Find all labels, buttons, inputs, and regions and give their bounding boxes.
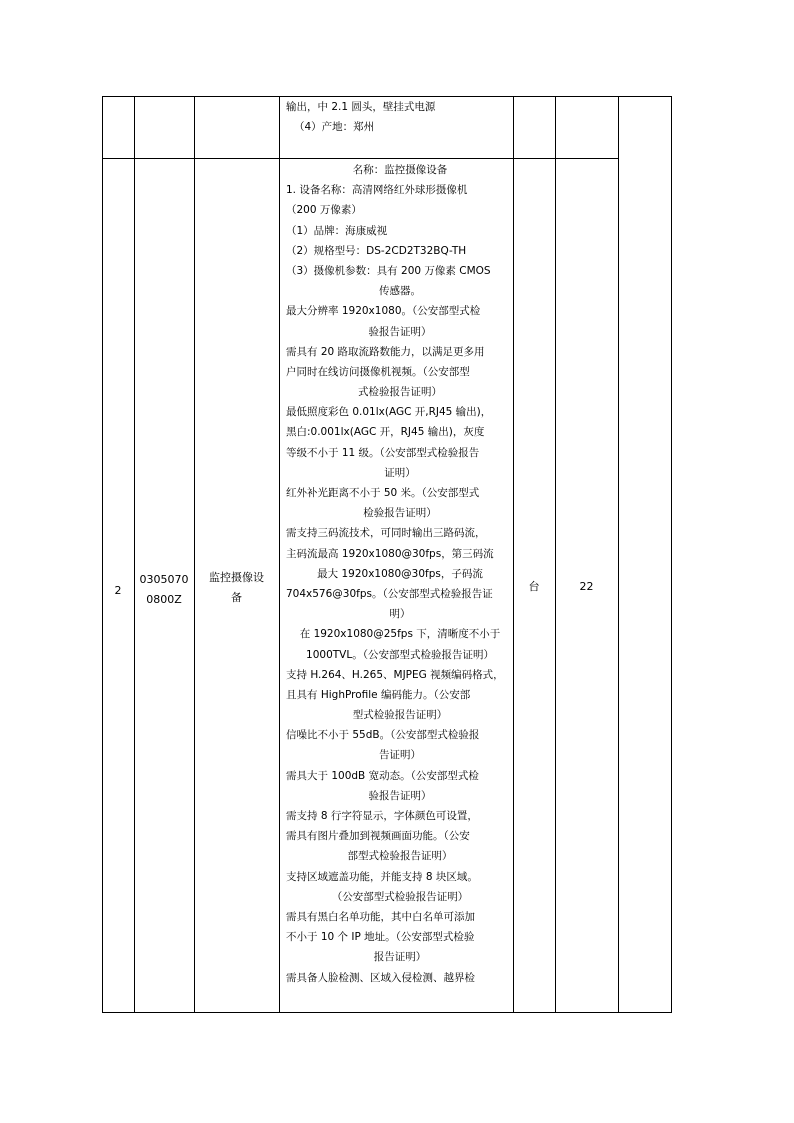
spec-line: 输出，中 2.1 圆头，壁挂式电源 bbox=[286, 101, 436, 113]
spec-line: 最大 1920x1080@30fps，子码流 bbox=[317, 567, 483, 580]
spec-line: （4）产地：郑州 bbox=[294, 121, 375, 134]
item-name bbox=[194, 568, 279, 608]
row-index: 2 bbox=[114, 584, 122, 597]
spec-line: 告证明） bbox=[379, 749, 421, 762]
spec-line: 需支持 8 行字符显示，字体颜色可设置， bbox=[286, 810, 478, 822]
item-code-line1: 0305070 bbox=[139, 573, 189, 586]
spec-line: 式检验报告证明） bbox=[358, 386, 442, 399]
item-code bbox=[134, 570, 194, 610]
spec-line: 需具大于 100dB 宽动态。（公安部型式检 bbox=[286, 769, 479, 782]
table-bottom-border bbox=[102, 1012, 672, 1013]
spec-line: 需具有黑白名单功能，其中白名单可添加 bbox=[286, 910, 475, 923]
spec-line: （1）品牌：海康威视 bbox=[286, 224, 388, 237]
spec-line: 不小于 10 个 IP 地址。（公安部型式检验 bbox=[286, 931, 475, 944]
spec-line: 检验报告证明） bbox=[363, 507, 437, 520]
item-code-line2: 0800Z bbox=[146, 593, 182, 606]
spec-line: 验报告证明） bbox=[368, 789, 432, 802]
spec-line: 主码流最高 1920x1080@30fps，第三码流 bbox=[286, 547, 494, 560]
spec-line: 等级不小于 11 级。（公安部型式检验报告 bbox=[286, 446, 480, 459]
spec-line: 1000TVL。（公安部型式检验报告证明） bbox=[306, 648, 494, 661]
spec-line: 证明） bbox=[384, 466, 416, 479]
item-name-line2: 备 bbox=[231, 591, 242, 604]
spec-line: （公安部型式检验报告证明） bbox=[331, 890, 469, 903]
spec-line: 1. 设备名称：高清网络红外球形摄像机 bbox=[286, 184, 468, 197]
col-border-2 bbox=[194, 96, 195, 1013]
item-quantity: 22 bbox=[579, 580, 594, 593]
spec-line: 支持 H.264、H.265、MJPEG 视频编码格式， bbox=[286, 668, 504, 681]
spec-line: 在 1920x1080@25fps 下，清晰度不小于 bbox=[299, 628, 501, 641]
spec-line: 黑白:0.001lx(AGC 开，RJ45 输出)，灰度 bbox=[286, 426, 485, 439]
spec-line: 需具有 20 路取流路数能力，以满足更多用 bbox=[286, 345, 485, 358]
spec-line: 最低照度彩色 0.01lx(AGC 开,RJ45 输出)， bbox=[286, 406, 492, 419]
spec-line: 704x576@30fps。（公安部型式检验报告证 bbox=[286, 587, 493, 600]
spec-line: 验报告证明） bbox=[368, 325, 432, 338]
spec-line: 传感器。 bbox=[379, 285, 421, 298]
spec-line: 需具备人脸检测、区域入侵检测、越界检 bbox=[286, 971, 475, 984]
spec-line: （3）摄像机参数：具有 200 万像素 CMOS bbox=[286, 264, 491, 277]
col-border-1 bbox=[134, 96, 135, 1013]
col-border-6 bbox=[618, 96, 619, 1013]
spec-line: 户同时在线访问摄像机视频。（公安部型 bbox=[286, 365, 470, 378]
item-name-line1: 监控摄像设 bbox=[209, 571, 264, 584]
spec-line: 且具有 HighProfile 编码能力。（公安部 bbox=[286, 688, 471, 701]
spec-line: 报告证明） bbox=[373, 951, 427, 964]
col-border-5 bbox=[555, 96, 556, 1013]
spec-line: 最大分辨率 1920x1080。（公安部型式检 bbox=[286, 305, 481, 318]
row-divider bbox=[102, 158, 618, 159]
col-border-3 bbox=[279, 96, 280, 1013]
spec-line: 名称：监控摄像设备 bbox=[352, 164, 448, 176]
col-border-right bbox=[671, 96, 672, 1013]
spec-line: 需具有图片叠加到视频画面功能。（公安 bbox=[286, 830, 470, 843]
spec-line: （200 万像素） bbox=[286, 204, 362, 217]
col-border-left bbox=[102, 96, 103, 1013]
spec-line: 明） bbox=[389, 608, 411, 621]
spec-line: 型式检验报告证明） bbox=[352, 709, 448, 722]
spec-line: 支持区域遮盖功能，并能支持 8 块区域。 bbox=[286, 870, 478, 883]
continued-row-spec bbox=[286, 97, 514, 137]
spec-line: 部型式检验报告证明） bbox=[347, 850, 453, 863]
spec-line: 红外补光距离不小于 50 米。（公安部型式 bbox=[286, 487, 480, 499]
spec-line: （2）规格型号：DS-2CD2T32BQ-TH bbox=[286, 244, 467, 257]
item-spec bbox=[286, 160, 514, 988]
item-unit: 台 bbox=[528, 580, 540, 593]
spec-line: 需支持三码流技术，可同时输出三路码流， bbox=[286, 527, 486, 540]
spec-line: 信噪比不小于 55dB。（公安部型式检验报 bbox=[286, 729, 480, 742]
